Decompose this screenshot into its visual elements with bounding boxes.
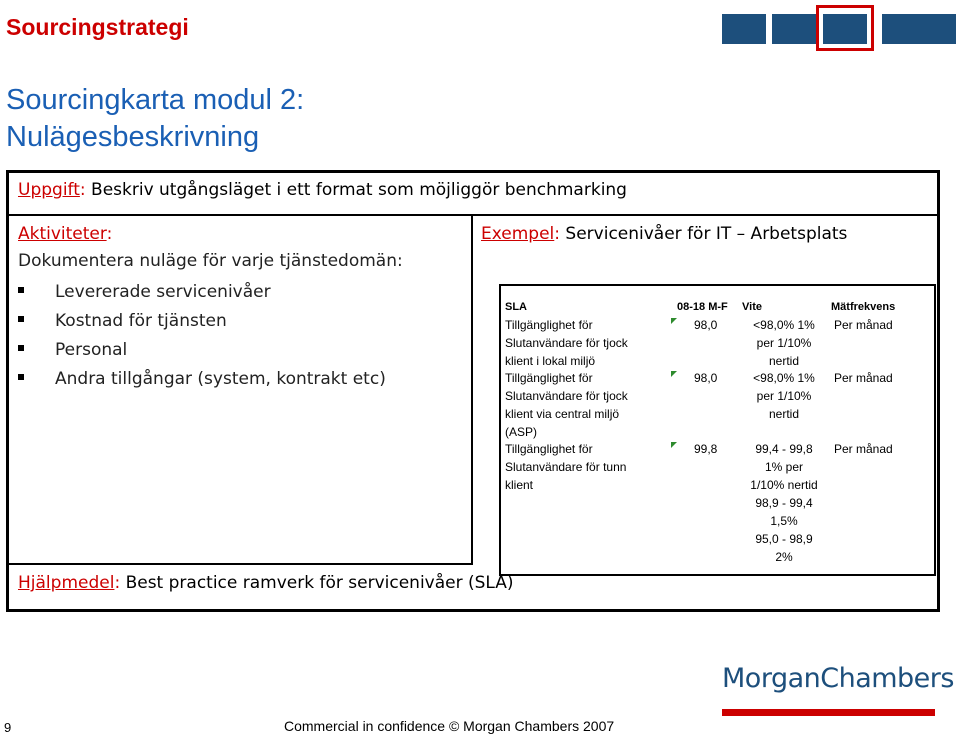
activities-label: Aktiviteter <box>18 224 107 244</box>
table-header-penalty: Vite <box>742 301 762 313</box>
bullet-square-icon <box>18 316 24 322</box>
divider-tools <box>6 563 473 565</box>
table-row-3-penalty: 99,4 - 99,8 1% per 1/10% nertid 98,9 - 99,4 1,5% 95,0 - 98,9 2% <box>750 442 818 564</box>
table-row-3-frequency: Per månad <box>834 442 893 456</box>
table-row-1-sla: Tillgänglighet för Slutanvändare för tjock klient i lokal miljö <box>505 318 628 368</box>
activity-item: Kostnad för tjänsten <box>18 311 227 331</box>
table-row-1-penalty: <98,0% 1% per 1/10% nertid <box>753 318 815 368</box>
header-title: Sourcingstrategi <box>6 14 189 40</box>
logo-underline <box>722 709 935 716</box>
example-text: Servicenivåer för IT – Arbetsplats <box>560 224 848 244</box>
sla-table <box>499 284 936 576</box>
table-row-1-value: 98,0 <box>694 318 718 332</box>
nav-step-1[interactable] <box>722 14 766 44</box>
table-row-2-value: 98,0 <box>694 371 718 385</box>
table-row-2-frequency: Per månad <box>834 371 893 385</box>
task-line: Uppgift: Beskriv utgångsläget i ett format som möjliggör benchmarking <box>18 180 627 200</box>
task-label: Uppgift <box>18 180 80 200</box>
task-text: Beskriv utgångsläget i ett format som möjliggör benchmarking <box>85 180 627 200</box>
activities-heading: Aktiviteter: <box>18 224 113 244</box>
divider-columns <box>471 214 473 563</box>
nav-step-2[interactable] <box>772 14 816 44</box>
example-heading: Exempel: Servicenivåer för IT – Arbetsplats <box>481 224 848 244</box>
activity-item: Levererade servicenivåer <box>18 282 271 302</box>
footer-text: Commercial in confidence © Morgan Chambers 2007 <box>284 718 615 734</box>
table-header-hours: 08-18 M-F <box>677 301 728 313</box>
module-navigation <box>722 14 958 44</box>
table-row-2-penalty: <98,0% 1% per 1/10% nertid <box>753 371 815 421</box>
activity-item: Andra tillgångar (system, kontrakt etc) <box>18 369 386 389</box>
tools-text: Best practice ramverk för servicenivåer (SLA) <box>120 573 514 593</box>
comment-marker-icon <box>671 442 677 448</box>
table-row-3-sla: Tillgänglighet för Slutanvändare för tunn klient <box>505 442 627 492</box>
table-row-2-sla: Tillgänglighet för Slutanvändare för tjock klient via central miljö (ASP) <box>505 371 628 439</box>
main-title-line-1: Sourcingkarta modul 2: <box>6 84 305 116</box>
example-label: Exempel <box>481 224 555 244</box>
bullet-square-icon <box>18 287 24 293</box>
bullet-square-icon <box>18 374 24 380</box>
tools-line: Hjälpmedel: Best practice ramverk för servicenivåer (SLA) <box>18 573 514 593</box>
table-header-sla: SLA <box>505 301 527 313</box>
nav-step-5[interactable] <box>912 14 956 44</box>
company-logo: MorganChambers <box>722 663 954 694</box>
comment-marker-icon <box>671 371 677 377</box>
table-row-1-frequency: Per månad <box>834 318 893 332</box>
bullet-square-icon <box>18 345 24 351</box>
table-header-frequency: Mätfrekvens <box>831 301 896 313</box>
table-row-3-value: 99,8 <box>694 442 718 456</box>
divider-task <box>6 214 940 216</box>
main-title <box>6 82 304 156</box>
activity-item: Personal <box>18 340 127 360</box>
activities-description: Dokumentera nuläge för varje tjänstedomän: <box>18 251 403 271</box>
page-number: 9 <box>4 720 12 735</box>
nav-current-highlight <box>816 5 874 51</box>
tools-label: Hjälpmedel <box>18 573 115 593</box>
comment-marker-icon <box>671 318 677 324</box>
main-title-line-2: Nulägesbeskrivning <box>6 121 260 153</box>
